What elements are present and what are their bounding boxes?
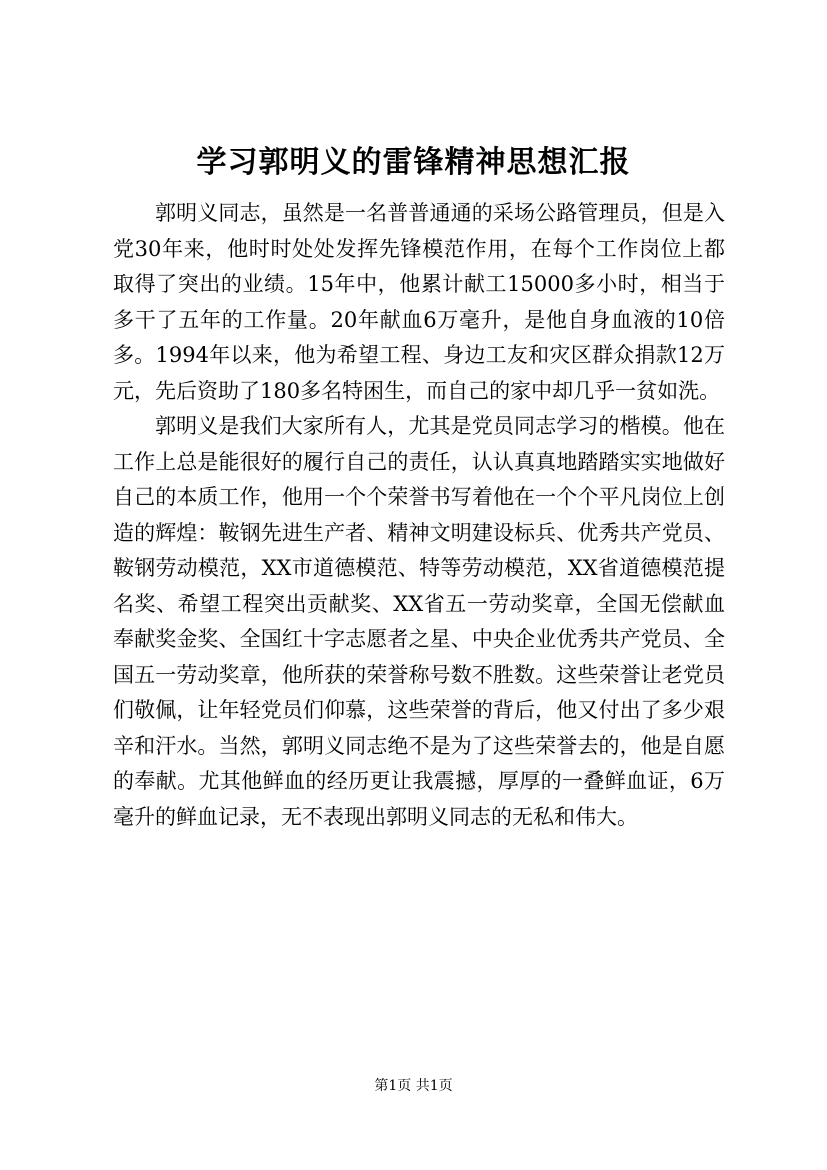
document-body: [113, 196, 725, 835]
paragraph-1: 郭明义同志，虽然是一名普普通通的采场公路管理员，但是入党30年来，他时时处处发挥先锋模范作用，在每个工作岗位上都取得了突出的业绩。15年中，他累计献工15000多小时，相当于多干了五年的工作量。20年献血6万毫升，是他自身血液的10倍多。1994年以来，他为希望工程、身边工友和灾区群众捐款12万元，先后资助了180多名特困生，而自己的家中却几乎一贫如洗。: [113, 201, 725, 403]
page-footer: 第1页 共1页: [374, 1078, 453, 1094]
document-title: 学习郭明义的雷锋精神思想汇报: [196, 145, 631, 180]
paragraph-2: 郭明义是我们大家所有人，尤其是党员同志学习的楷模。他在工作上总是能很好的履行自己的责任，认认真真地踏踏实实地做好自己的本质工作，他用一个个荣誉书写着他在一个个平凡岗位上创造的辉煌：鞍钢先进生产者、精神文明建设标兵、优秀共产党员、鞍钢劳动模范，XX市道德模范、特等劳动模范，XX省道德模范提名奖、希望工程突出贡献奖、XX省五一劳动奖章，全国无偿献血奉献奖金奖、全国红十字志愿者之星、中央企业优秀共产党员、全国五一劳动奖章，他所获的荣誉称号数不胜数。这些荣誉让老党员们敬佩，让年轻党员们仰慕，这些荣誉的背后，他又付出了多少艰辛和汗水。当然，郭明义同志绝不是为了这些荣誉去的，他是自愿的奉献。尤其他鲜血的经历更让我震撼，厚厚的一叠鲜血证，6万毫升的鲜血记录，无不表现出郭明义同志的无私和伟大。: [113, 414, 725, 829]
